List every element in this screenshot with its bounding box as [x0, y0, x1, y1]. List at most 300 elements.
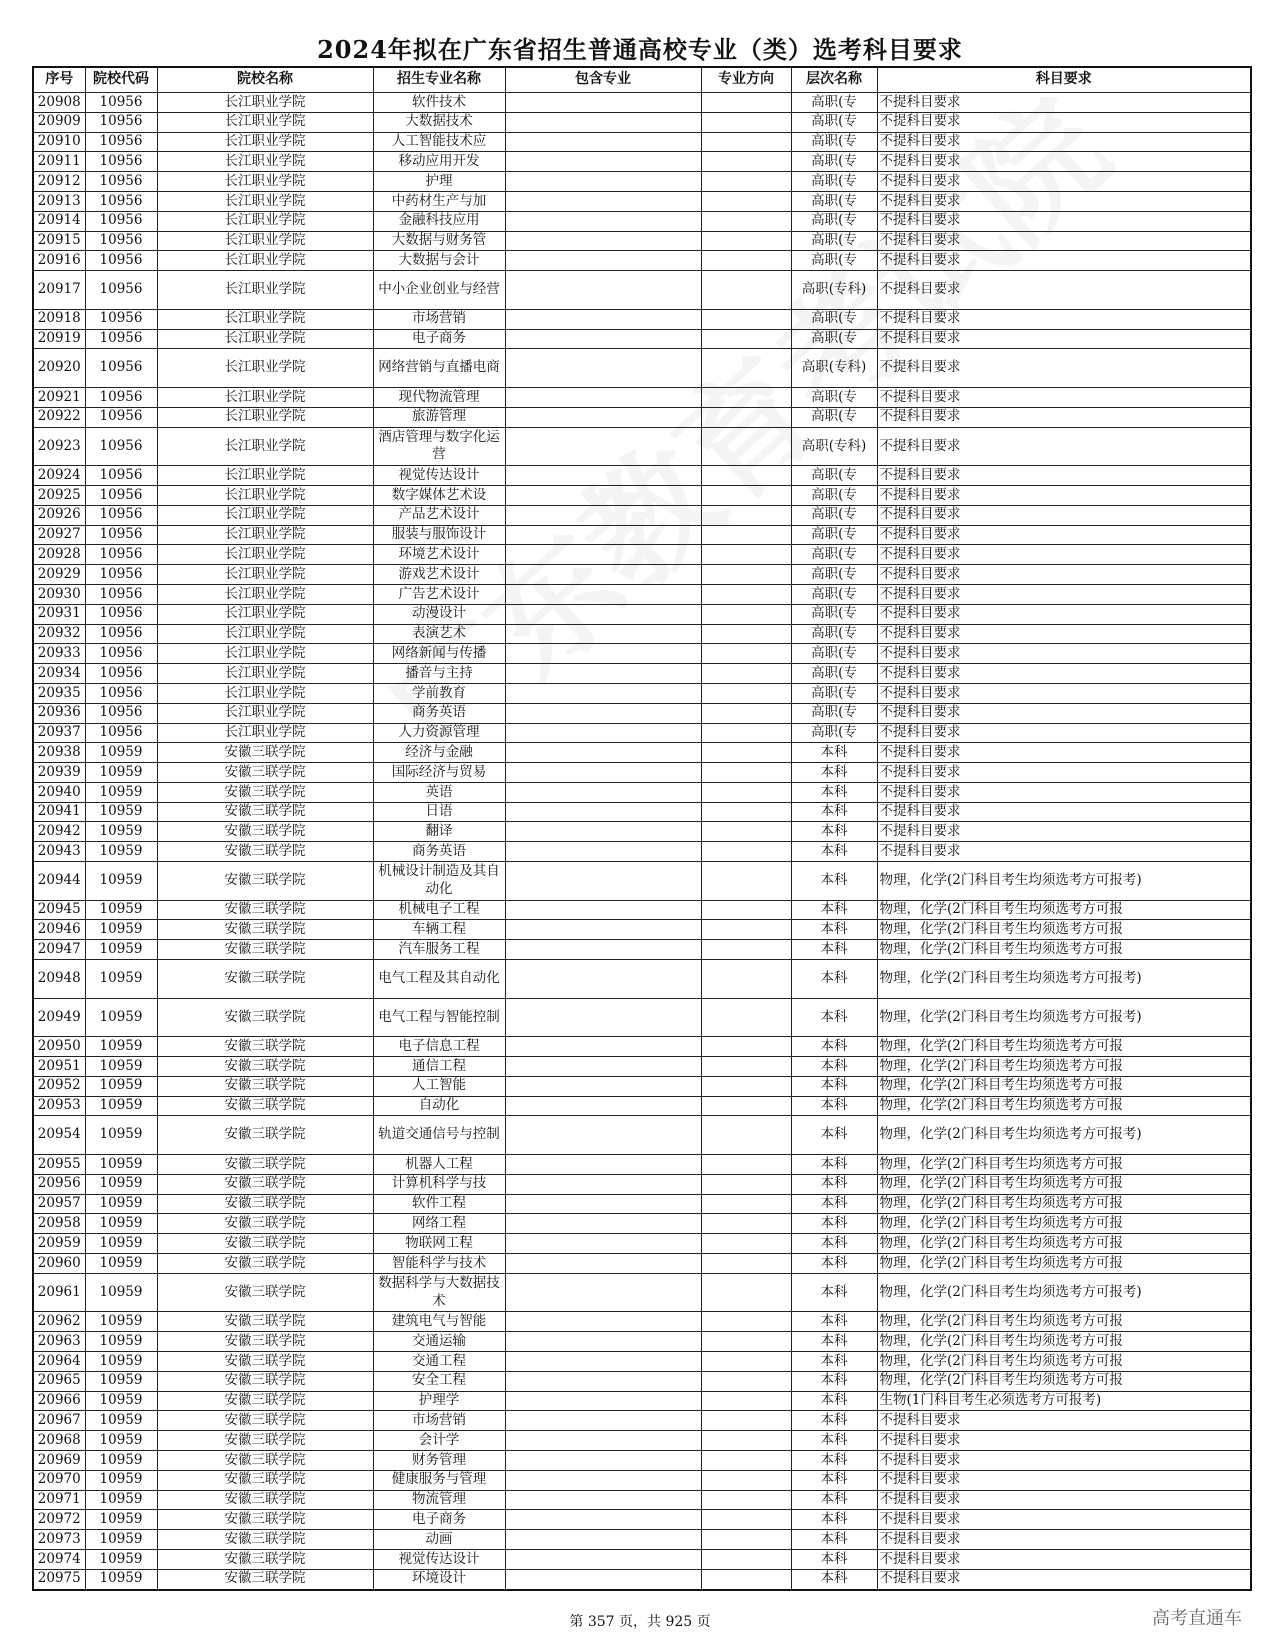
cell-included-majors	[505, 427, 701, 466]
cell-seq: 20919	[33, 329, 85, 349]
cell-school-code: 10956	[85, 271, 157, 310]
cell-seq: 20966	[33, 1391, 85, 1411]
table-row	[33, 349, 1251, 388]
cell-school-code: 10959	[85, 1076, 157, 1096]
cell-subject-requirement: 不提科目要求	[877, 802, 1251, 822]
cell-major-direction	[701, 132, 791, 152]
cell-school-name: 长江职业学院	[157, 466, 373, 486]
cell-major-name: 通信工程	[373, 1057, 505, 1077]
cell-school-name: 长江职业学院	[157, 211, 373, 231]
cell-major-direction	[701, 1569, 791, 1589]
table-header-row	[33, 67, 1251, 93]
cell-school-code: 10959	[85, 1332, 157, 1352]
cell-seq: 20951	[33, 1057, 85, 1077]
cell-subject-requirement: 物理，化学(2门科目考生均须选考方可报	[877, 1332, 1251, 1352]
cell-school-code: 10956	[85, 664, 157, 684]
cell-major-direction	[701, 565, 791, 585]
cell-major-name: 机械电子工程	[373, 900, 505, 920]
cell-subject-requirement: 不提科目要求	[877, 1569, 1251, 1589]
cell-major-name: 智能科学与技术	[373, 1254, 505, 1274]
table-row	[33, 1214, 1251, 1234]
cell-included-majors	[505, 1352, 701, 1372]
cell-major-direction	[701, 1431, 791, 1451]
cell-subject-requirement: 不提科目要求	[877, 309, 1251, 329]
cell-level: 本科	[791, 1450, 877, 1470]
cell-included-majors	[505, 1174, 701, 1194]
cell-subject-requirement: 不提科目要求	[877, 842, 1251, 862]
cell-level: 本科	[791, 1214, 877, 1234]
cell-level: 高职(专	[791, 172, 877, 192]
cell-major-name: 表演艺术	[373, 624, 505, 644]
cell-subject-requirement: 不提科目要求	[877, 211, 1251, 231]
cell-subject-requirement: 物理，化学(2门科目考生均须选考方可报	[877, 1254, 1251, 1274]
table-row	[33, 387, 1251, 407]
cell-major-direction	[701, 998, 791, 1037]
table-row	[33, 1371, 1251, 1391]
cell-level: 本科	[791, 1234, 877, 1254]
cell-seq: 20916	[33, 251, 85, 271]
cell-school-name: 安徽三联学院	[157, 1076, 373, 1096]
table-row	[33, 1254, 1251, 1274]
cell-major-direction	[701, 93, 791, 113]
cell-major-name: 交通运输	[373, 1332, 505, 1352]
cell-school-code: 10959	[85, 1234, 157, 1254]
cell-level: 高职(专	[791, 407, 877, 427]
cell-subject-requirement: 不提科目要求	[877, 1431, 1251, 1451]
cell-major-name: 日语	[373, 802, 505, 822]
cell-included-majors	[505, 920, 701, 940]
cell-subject-requirement: 物理，化学(2门科目考生均须选考方可报	[877, 1037, 1251, 1057]
cell-level: 高职(专	[791, 466, 877, 486]
cell-major-name: 数字媒体艺术设	[373, 485, 505, 505]
table-row	[33, 920, 1251, 940]
cell-included-majors	[505, 112, 701, 132]
cell-major-name: 轨道交通信号与控制	[373, 1116, 505, 1155]
cell-subject-requirement: 不提科目要求	[877, 782, 1251, 802]
cell-included-majors	[505, 1194, 701, 1214]
cell-seq: 20950	[33, 1037, 85, 1057]
cell-seq: 20931	[33, 604, 85, 624]
cell-school-name: 安徽三联学院	[157, 1530, 373, 1550]
cell-major-direction	[701, 703, 791, 723]
cell-major-name: 人力资源管理	[373, 723, 505, 743]
cell-level: 高职(专	[791, 211, 877, 231]
cell-seq: 20947	[33, 940, 85, 960]
cell-school-name: 长江职业学院	[157, 349, 373, 388]
cell-major-name: 数据科学与大数据技术	[373, 1273, 505, 1312]
cell-school-name: 长江职业学院	[157, 231, 373, 251]
cell-seq: 20909	[33, 112, 85, 132]
cell-included-majors	[505, 998, 701, 1037]
cell-major-direction	[701, 271, 791, 310]
cell-seq: 20943	[33, 842, 85, 862]
cell-level: 本科	[791, 900, 877, 920]
cell-school-name: 安徽三联学院	[157, 1450, 373, 1470]
cell-school-code: 10956	[85, 191, 157, 211]
table-row	[33, 1431, 1251, 1451]
cell-level: 本科	[791, 1371, 877, 1391]
cell-school-name: 安徽三联学院	[157, 1037, 373, 1057]
cell-seq: 20975	[33, 1569, 85, 1589]
cell-level: 本科	[791, 1312, 877, 1332]
cell-included-majors	[505, 1234, 701, 1254]
cell-level: 高职(专	[791, 93, 877, 113]
cell-level: 本科	[791, 1530, 877, 1550]
cell-major-name: 服装与服饰设计	[373, 525, 505, 545]
cell-major-name: 翻译	[373, 822, 505, 842]
cell-subject-requirement: 不提科目要求	[877, 763, 1251, 783]
cell-level: 本科	[791, 1352, 877, 1372]
cell-subject-requirement: 不提科目要求	[877, 565, 1251, 585]
cell-major-direction	[701, 525, 791, 545]
cell-level: 高职(专	[791, 683, 877, 703]
cell-school-code: 10959	[85, 900, 157, 920]
cell-seq: 20969	[33, 1450, 85, 1470]
cell-level: 本科	[791, 998, 877, 1037]
table-row	[33, 900, 1251, 920]
table-row	[33, 782, 1251, 802]
cell-school-code: 10956	[85, 525, 157, 545]
table-row	[33, 940, 1251, 960]
cell-major-direction	[701, 960, 791, 999]
cell-major-direction	[701, 920, 791, 940]
cell-seq: 20957	[33, 1194, 85, 1214]
cell-major-name: 电子商务	[373, 329, 505, 349]
cell-subject-requirement: 物理，化学(2门科目考生均须选考方可报	[877, 1214, 1251, 1234]
cell-level: 高职(专	[791, 231, 877, 251]
header-included-majors: 包含专业	[505, 67, 701, 93]
table-row	[33, 1116, 1251, 1155]
cell-school-code: 10959	[85, 1312, 157, 1332]
cell-school-code: 10956	[85, 427, 157, 466]
table-row	[33, 743, 1251, 763]
cell-major-name: 机器人工程	[373, 1155, 505, 1175]
cell-major-name: 建筑电气与智能	[373, 1312, 505, 1332]
cell-subject-requirement: 不提科目要求	[877, 683, 1251, 703]
cell-included-majors	[505, 1549, 701, 1569]
cell-school-name: 安徽三联学院	[157, 802, 373, 822]
cell-included-majors	[505, 1332, 701, 1352]
cell-level: 高职(专科)	[791, 427, 877, 466]
table-row	[33, 1470, 1251, 1490]
cell-school-name: 长江职业学院	[157, 271, 373, 310]
cell-included-majors	[505, 407, 701, 427]
table-row	[33, 1450, 1251, 1470]
cell-school-code: 10959	[85, 1411, 157, 1431]
cell-included-majors	[505, 1411, 701, 1431]
cell-subject-requirement: 不提科目要求	[877, 1549, 1251, 1569]
cell-subject-requirement: 不提科目要求	[877, 191, 1251, 211]
cell-school-name: 长江职业学院	[157, 407, 373, 427]
cell-school-name: 安徽三联学院	[157, 998, 373, 1037]
cell-major-name: 金融科技应用	[373, 211, 505, 231]
cell-major-name: 人工智能技术应	[373, 132, 505, 152]
cell-subject-requirement: 不提科目要求	[877, 466, 1251, 486]
cell-included-majors	[505, 152, 701, 172]
cell-major-direction	[701, 387, 791, 407]
cell-school-code: 10959	[85, 1057, 157, 1077]
cell-subject-requirement: 不提科目要求	[877, 545, 1251, 565]
cell-seq: 20942	[33, 822, 85, 842]
table-row	[33, 763, 1251, 783]
cell-major-direction	[701, 1371, 791, 1391]
cell-school-code: 10956	[85, 349, 157, 388]
cell-subject-requirement: 不提科目要求	[877, 1411, 1251, 1431]
cell-major-name: 自动化	[373, 1096, 505, 1116]
cell-major-direction	[701, 900, 791, 920]
cell-school-code: 10959	[85, 1510, 157, 1530]
cell-level: 本科	[791, 1431, 877, 1451]
table-row	[33, 1194, 1251, 1214]
cell-major-name: 现代物流管理	[373, 387, 505, 407]
cell-level: 本科	[791, 1116, 877, 1155]
cell-level: 高职(专	[791, 584, 877, 604]
table-row	[33, 1174, 1251, 1194]
table-row	[33, 427, 1251, 466]
cell-seq: 20944	[33, 862, 85, 901]
cell-subject-requirement: 不提科目要求	[877, 112, 1251, 132]
table-row	[33, 152, 1251, 172]
cell-major-direction	[701, 1254, 791, 1274]
cell-level: 本科	[791, 1470, 877, 1490]
cell-major-direction	[701, 1194, 791, 1214]
cell-level: 本科	[791, 1490, 877, 1510]
cell-school-name: 安徽三联学院	[157, 900, 373, 920]
table-row	[33, 271, 1251, 310]
cell-level: 高职(专	[791, 485, 877, 505]
cell-major-direction	[701, 862, 791, 901]
cell-school-code: 10956	[85, 211, 157, 231]
cell-subject-requirement: 不提科目要求	[877, 624, 1251, 644]
cell-school-code: 10959	[85, 1391, 157, 1411]
cell-seq: 20958	[33, 1214, 85, 1234]
cell-included-majors	[505, 1116, 701, 1155]
cell-school-code: 10959	[85, 1371, 157, 1391]
cell-subject-requirement: 物理，化学(2门科目考生均须选考方可报	[877, 1155, 1251, 1175]
cell-seq: 20930	[33, 584, 85, 604]
cell-included-majors	[505, 723, 701, 743]
cell-included-majors	[505, 782, 701, 802]
cell-school-name: 安徽三联学院	[157, 743, 373, 763]
table-row	[33, 1057, 1251, 1077]
cell-included-majors	[505, 703, 701, 723]
cell-school-name: 长江职业学院	[157, 584, 373, 604]
cell-level: 本科	[791, 1411, 877, 1431]
cell-school-name: 长江职业学院	[157, 152, 373, 172]
cell-subject-requirement: 不提科目要求	[877, 329, 1251, 349]
cell-seq: 20964	[33, 1352, 85, 1372]
cell-school-code: 10959	[85, 940, 157, 960]
cell-included-majors	[505, 664, 701, 684]
cell-major-direction	[701, 1174, 791, 1194]
cell-major-direction	[701, 584, 791, 604]
cell-major-direction	[701, 427, 791, 466]
cell-major-name: 学前教育	[373, 683, 505, 703]
cell-seq: 20915	[33, 231, 85, 251]
cell-school-name: 安徽三联学院	[157, 1510, 373, 1530]
cell-school-name: 安徽三联学院	[157, 1214, 373, 1234]
cell-included-majors	[505, 683, 701, 703]
cell-subject-requirement: 物理，化学(2门科目考生均须选考方可报考)	[877, 1116, 1251, 1155]
table-row	[33, 1273, 1251, 1312]
cell-major-direction	[701, 1155, 791, 1175]
header-subject-requirement: 科目要求	[877, 67, 1251, 93]
cell-seq: 20927	[33, 525, 85, 545]
cell-school-code: 10956	[85, 565, 157, 585]
cell-included-majors	[505, 900, 701, 920]
cell-major-direction	[701, 309, 791, 329]
cell-seq: 20970	[33, 1470, 85, 1490]
table-row	[33, 604, 1251, 624]
cell-school-code: 10959	[85, 1214, 157, 1234]
cell-included-majors	[505, 940, 701, 960]
cell-major-direction	[701, 624, 791, 644]
cell-seq: 20910	[33, 132, 85, 152]
cell-subject-requirement: 不提科目要求	[877, 1490, 1251, 1510]
cell-major-direction	[701, 940, 791, 960]
cell-subject-requirement: 物理，化学(2门科目考生均须选考方可报	[877, 1234, 1251, 1254]
cell-seq: 20959	[33, 1234, 85, 1254]
cell-school-name: 安徽三联学院	[157, 920, 373, 940]
cell-major-name: 财务管理	[373, 1450, 505, 1470]
cell-seq: 20960	[33, 1254, 85, 1274]
brand-watermark: 高考直通车	[1152, 1608, 1242, 1629]
cell-major-name: 中小企业创业与经营	[373, 271, 505, 310]
cell-seq: 20928	[33, 545, 85, 565]
cell-level: 本科	[791, 920, 877, 940]
cell-school-code: 10956	[85, 723, 157, 743]
cell-level: 本科	[791, 763, 877, 783]
cell-major-direction	[701, 644, 791, 664]
header-school-code: 院校代码	[85, 67, 157, 93]
cell-school-name: 长江职业学院	[157, 132, 373, 152]
cell-major-name: 安全工程	[373, 1371, 505, 1391]
cell-major-name: 播音与主持	[373, 664, 505, 684]
table-row	[33, 545, 1251, 565]
cell-included-majors	[505, 485, 701, 505]
cell-subject-requirement: 不提科目要求	[877, 172, 1251, 192]
cell-major-name: 计算机科学与技	[373, 1174, 505, 1194]
cell-major-name: 护理学	[373, 1391, 505, 1411]
cell-seq: 20926	[33, 505, 85, 525]
cell-seq: 20968	[33, 1431, 85, 1451]
cell-included-majors	[505, 172, 701, 192]
cell-subject-requirement: 物理，化学(2门科目考生均须选考方可报	[877, 1371, 1251, 1391]
cell-level: 高职(专	[791, 191, 877, 211]
cell-major-name: 网络营销与直播电商	[373, 349, 505, 388]
cell-major-direction	[701, 191, 791, 211]
cell-school-name: 安徽三联学院	[157, 1371, 373, 1391]
cell-school-code: 10959	[85, 1037, 157, 1057]
cell-major-name: 动画	[373, 1530, 505, 1550]
table-row	[33, 1096, 1251, 1116]
cell-school-code: 10959	[85, 1116, 157, 1155]
table-row	[33, 505, 1251, 525]
cell-school-name: 长江职业学院	[157, 427, 373, 466]
table-row	[33, 231, 1251, 251]
cell-school-code: 10959	[85, 1490, 157, 1510]
cell-subject-requirement: 物理，化学(2门科目考生均须选考方可报	[877, 1174, 1251, 1194]
cell-school-code: 10956	[85, 329, 157, 349]
cell-major-direction	[701, 112, 791, 132]
cell-major-direction	[701, 1352, 791, 1372]
cell-level: 本科	[791, 862, 877, 901]
cell-school-name: 安徽三联学院	[157, 1490, 373, 1510]
cell-subject-requirement: 物理，化学(2门科目考生均须选考方可报	[877, 1057, 1251, 1077]
cell-major-name: 电气工程与智能控制	[373, 998, 505, 1037]
cell-major-name: 机械设计制造及其自动化	[373, 862, 505, 901]
cell-school-name: 安徽三联学院	[157, 1352, 373, 1372]
cell-major-direction	[701, 329, 791, 349]
cell-seq: 20914	[33, 211, 85, 231]
cell-subject-requirement: 不提科目要求	[877, 132, 1251, 152]
cell-level: 高职(专	[791, 703, 877, 723]
cell-school-name: 长江职业学院	[157, 664, 373, 684]
cell-included-majors	[505, 191, 701, 211]
cell-school-name: 长江职业学院	[157, 565, 373, 585]
cell-seq: 20925	[33, 485, 85, 505]
table-row	[33, 624, 1251, 644]
cell-major-direction	[701, 1490, 791, 1510]
cell-level: 本科	[791, 822, 877, 842]
table-row	[33, 1391, 1251, 1411]
cell-major-direction	[701, 211, 791, 231]
cell-major-direction	[701, 1116, 791, 1155]
cell-major-direction	[701, 1391, 791, 1411]
table-row	[33, 132, 1251, 152]
cell-level: 高职(专	[791, 112, 877, 132]
table-body	[33, 93, 1251, 1590]
cell-subject-requirement: 物理，化学(2门科目考生均须选考方可报	[877, 940, 1251, 960]
cell-seq: 20920	[33, 349, 85, 388]
cell-school-name: 长江职业学院	[157, 545, 373, 565]
cell-major-name: 环境设计	[373, 1569, 505, 1589]
cell-major-direction	[701, 1332, 791, 1352]
cell-major-direction	[701, 802, 791, 822]
cell-school-name: 安徽三联学院	[157, 763, 373, 783]
cell-level: 高职(专	[791, 624, 877, 644]
cell-seq: 20965	[33, 1371, 85, 1391]
cell-school-code: 10956	[85, 584, 157, 604]
cell-included-majors	[505, 960, 701, 999]
cell-school-code: 10956	[85, 466, 157, 486]
cell-subject-requirement: 物理，化学(2门科目考生均须选考方可报	[877, 900, 1251, 920]
cell-subject-requirement: 不提科目要求	[877, 1470, 1251, 1490]
cell-school-code: 10956	[85, 132, 157, 152]
cell-included-majors	[505, 1510, 701, 1530]
cell-subject-requirement: 不提科目要求	[877, 349, 1251, 388]
cell-seq: 20937	[33, 723, 85, 743]
table-row	[33, 112, 1251, 132]
cell-school-name: 安徽三联学院	[157, 862, 373, 901]
table-row	[33, 93, 1251, 113]
cell-included-majors	[505, 1312, 701, 1332]
table-row	[33, 703, 1251, 723]
cell-level: 本科	[791, 1254, 877, 1274]
cell-seq: 20972	[33, 1510, 85, 1530]
cell-major-name: 经济与金融	[373, 743, 505, 763]
cell-subject-requirement: 不提科目要求	[877, 407, 1251, 427]
cell-major-direction	[701, 231, 791, 251]
cell-level: 本科	[791, 940, 877, 960]
cell-school-code: 10956	[85, 309, 157, 329]
cell-seq: 20923	[33, 427, 85, 466]
cell-included-majors	[505, 1391, 701, 1411]
cell-major-direction	[701, 1530, 791, 1550]
header-level: 层次名称	[791, 67, 877, 93]
cell-school-code: 10959	[85, 1569, 157, 1589]
cell-subject-requirement: 不提科目要求	[877, 822, 1251, 842]
